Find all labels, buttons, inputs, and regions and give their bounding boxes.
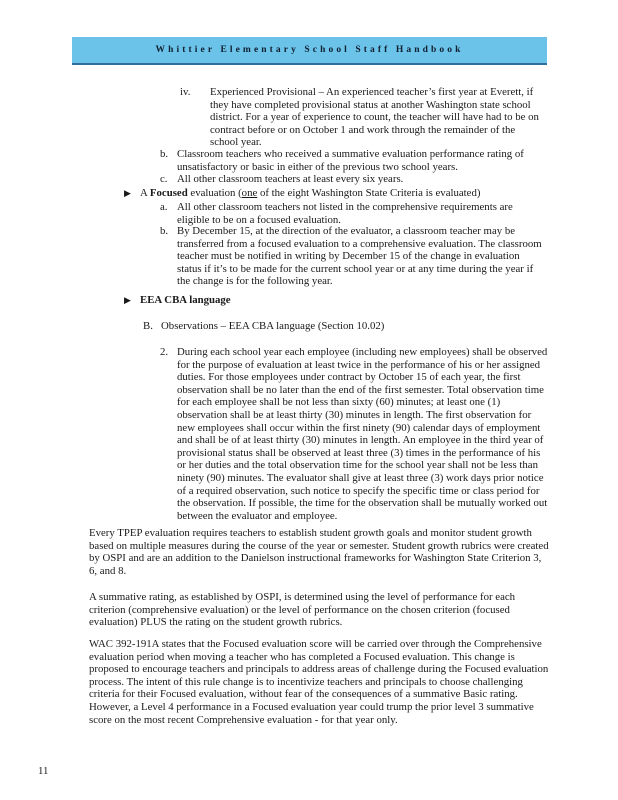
list-item-text: All other classroom teachers at least every six years. [177,173,404,185]
list-letter-b: b. [160,225,169,237]
tpep-paragraph: Every TPEP evaluation requires teachers to establish student growth goals and monitor student growth based on multiple measures during the course of the year or semester. Student growth rubrics were created by OSPI and are an addition to the Danielson instructional frameworks for Washington State Criterion 3, 6, and 8. [89,527,549,577]
list-letter-b: b. [160,148,169,160]
list-numeral-iv: iv. [180,86,191,98]
list-letter-a: a. [160,201,168,213]
observations-subheading: B. Observations – EEA CBA language (Section 10.02) [143,320,385,332]
focused-prefix: A [140,187,150,199]
focused-underlined: one [241,187,258,199]
experienced-provisional-text: Experienced Provisional – An experienced teacher’s first year at Everett, if they have completed provisional status at another Washington state school district. For a year of experience to count, the teacher will have had to be on contract before or on October 1 and work through the remainder of the school year. [210,86,539,149]
list-item-text: By December 15, at the direction of the evaluator, a classroom teacher may be transferred from a focused evaluation to a comprehensive evaluation. The classroom teacher must be notified in writing by December 15 of the change in evaluation status if it’s to be made for the current school year or at any time during the year if the change is for the following year. [177,225,542,288]
list-number-2: 2. [160,346,169,358]
header-banner [72,37,547,65]
observation-requirements-text: During each school year each employee (including new employees) shall be observed for the purpose of evaluation at least twice in the performance of his or her assigned duties. For those employees under contract by October 15 of each year, the first observation shall be no later than the end of the first semester. Total observation time for each employee shall be not less than sixty (60) minutes; at least one (1) observation shall be at least thirty (30) minutes in length. The first observation for new employees shall occur within the first ninety (90) calendar days of employment and shall be of at least thirty (30) minutes in length. An employee in the third year of provisional status shall be observed at least three (3) times in the performance of his or her duties and the total observation time for the school year shall not be less than ninety (90) minutes. The evaluator shall give at least three (3) work days prior notice of a required observation, such notice to specify the specific time or class period for the observation. If possible, the time for the observation shall be mutually worked out between the evaluator and employee. [177,346,548,522]
eea-heading: EEA CBA language [140,294,231,306]
triangle-bullet-icon: ▶ [124,295,131,305]
focused-evaluation-heading [140,187,550,200]
wac-paragraph: WAC 392-191A states that the Focused evaluation score will be carried over through the Comprehensive evaluation period when moving a teacher who has completed a Focused evaluation. This change is proposed to encourage teachers and principals to address areas of challenge during the Focused evaluation process. The intent of this rule change is to incentivize teachers and principals to choose challenging criteria for their Focused evaluation, without fear of the consequences of a summative Basic rating. However, a Level 4 performance in a Focused evaluation year could trump the prior level 3 summative score on the most recent Comprehensive evaluation - for that year only. [89,638,549,726]
summative-rating-paragraph: A summative rating, as established by OSPI, is determined using the level of performance for each criterion (comprehensive evaluation) or the level of performance on the chosen criterion (focused evaluation) PLUS the rating on the student growth rubrics. [89,591,516,629]
handbook-title: Whittier Elementary School Staff Handbook [155,45,464,55]
focused-bold: Focused [149,187,188,199]
page-number: 11 [38,765,49,777]
focused-middle: evaluation ( [187,187,242,199]
list-item-text: Classroom teachers who received a summative evaluation performance rating of unsatisfactory or basic in either of the previous two school years. [177,148,524,173]
list-letter-c: c. [160,173,168,185]
triangle-bullet-icon: ▶ [124,188,131,198]
list-item-text: All other classroom teachers not listed in the comprehensive requirements are eligible to be on a focused evaluation. [177,201,513,226]
focused-suffix: of the eight Washington State Criteria is evaluated) [257,187,481,199]
